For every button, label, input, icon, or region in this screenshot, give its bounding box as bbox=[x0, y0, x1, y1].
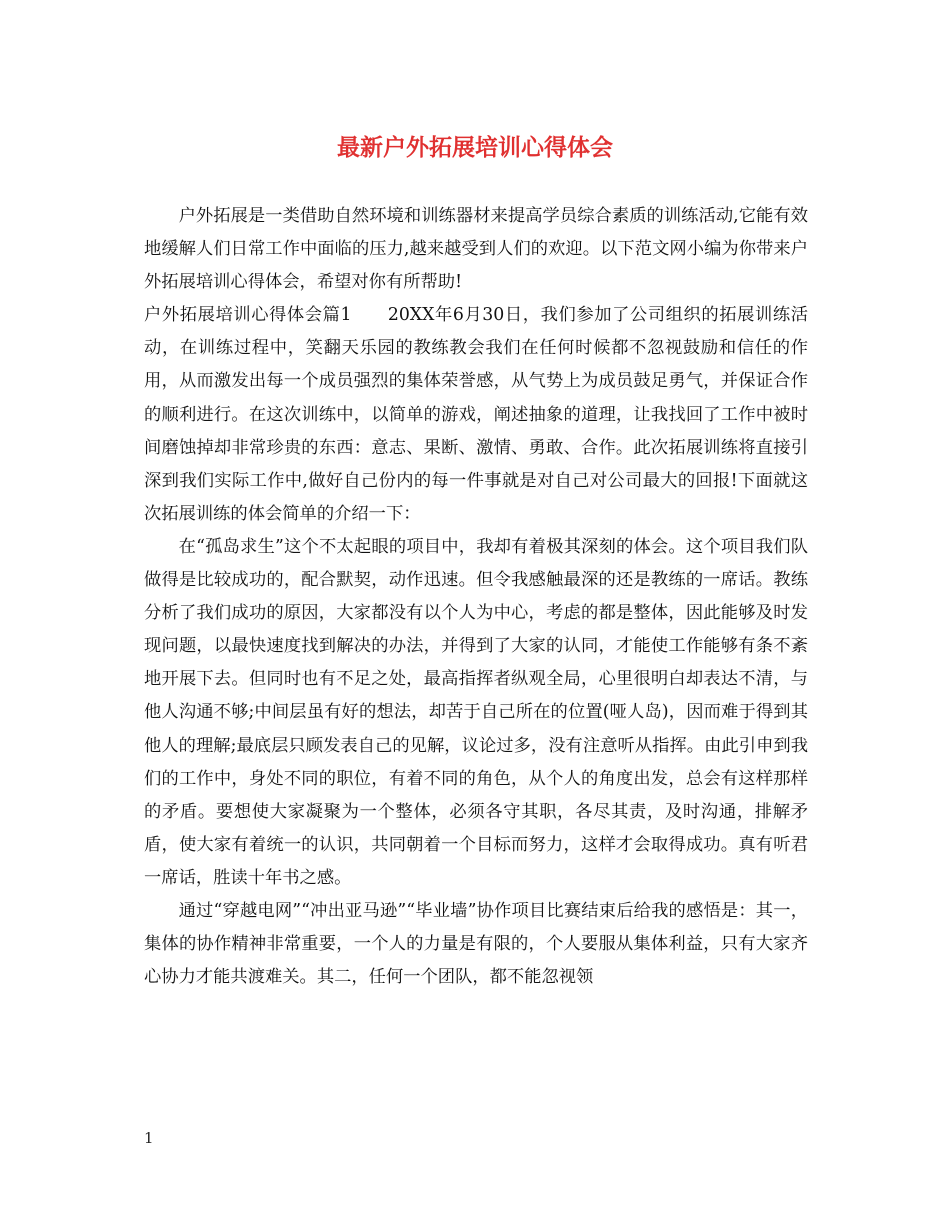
paragraph-teamwork: 通过“穿越电网”“冲出亚马逊”“毕业墙”协作项目比赛结束后给我的感悟是：其一，集体的协作精神非常重要，一个人的力量是有限的，个人要服从集体利益，只有大家齐心协力才能共渡难关。其二，任何一个团队，都不能忽视领 bbox=[144, 900, 808, 988]
paragraph-island-survival: 在“孤岛求生”这个不太起眼的项目中，我却有着极其深刻的体会。这个项目我们队做得是比较成功的，配合默契，动作迅速。但令我感触最深的还是教练的一席话。教练分析了我们成功的原因，大家都没有以个人为中心，考虑的都是整体，因此能够及时发现问题，以最快速度找到解决的办法，并得到了大家的认同，才能使工作能够有条不紊地开展下去。但同时也有不足之处，最高指挥者纵观全局，心里很明白却表达不清，与他人沟通不够;中间层虽有好的想法，却苦于自己所在的位置(哑人岛)，因而难于得到其他人的理解;最底层只顾发表自己的见解，议论过多，没有注意听从指挥。由此引申到我们的工作中，身处不同的职位，有着不同的角色，从个人的角度出发，总会有这样那样的矛盾。要想使大家凝聚为一个整体，必须各守其职，各尽其责，及时沟通，排解矛盾，使大家有着统一的认识，共同朝着一个目标而努力，这样才会取得成功。真有听君一席话，胜读十年书之感。 bbox=[144, 536, 808, 888]
paragraph-intro: 户外拓展是一类借助自然环境和训练器材来提高学员综合素质的训练活动,它能有效地缓解人们日常工作中面临的压力,越来越受到人们的欢迎。以下范文网小编为你带来户外拓展培训心得体会，希望对你有所帮助! bbox=[144, 206, 808, 293]
body-text bbox=[144, 200, 808, 994]
page-number: 1 bbox=[144, 1129, 154, 1147]
paragraph-section-1: 户外拓展培训心得体会篇1 20XX年6月30日，我们参加了公司组织的拓展训练活动，在训练过程中，笑翻天乐园的教练教会我们在任何时候都不忽视鼓励和信任的作用，从而激发出每一个成员强烈的集体荣誉感，从气势上为成员鼓足勇气，并保证合作的顺利进行。在这次训练中，以简单的游戏，阐述抽象的道理，让我找回了工作中被时间磨蚀掉却非常珍贵的东西：意志、果断、激情、勇敢、合作。此次拓展训练将直接引深到我们实际工作中,做好自己份内的每一件事就是对自己对公司最大的回报!下面就这次拓展训练的体会简单的介绍一下： bbox=[144, 305, 808, 524]
page-title: 最新户外拓展培训心得体会 bbox=[337, 134, 613, 161]
